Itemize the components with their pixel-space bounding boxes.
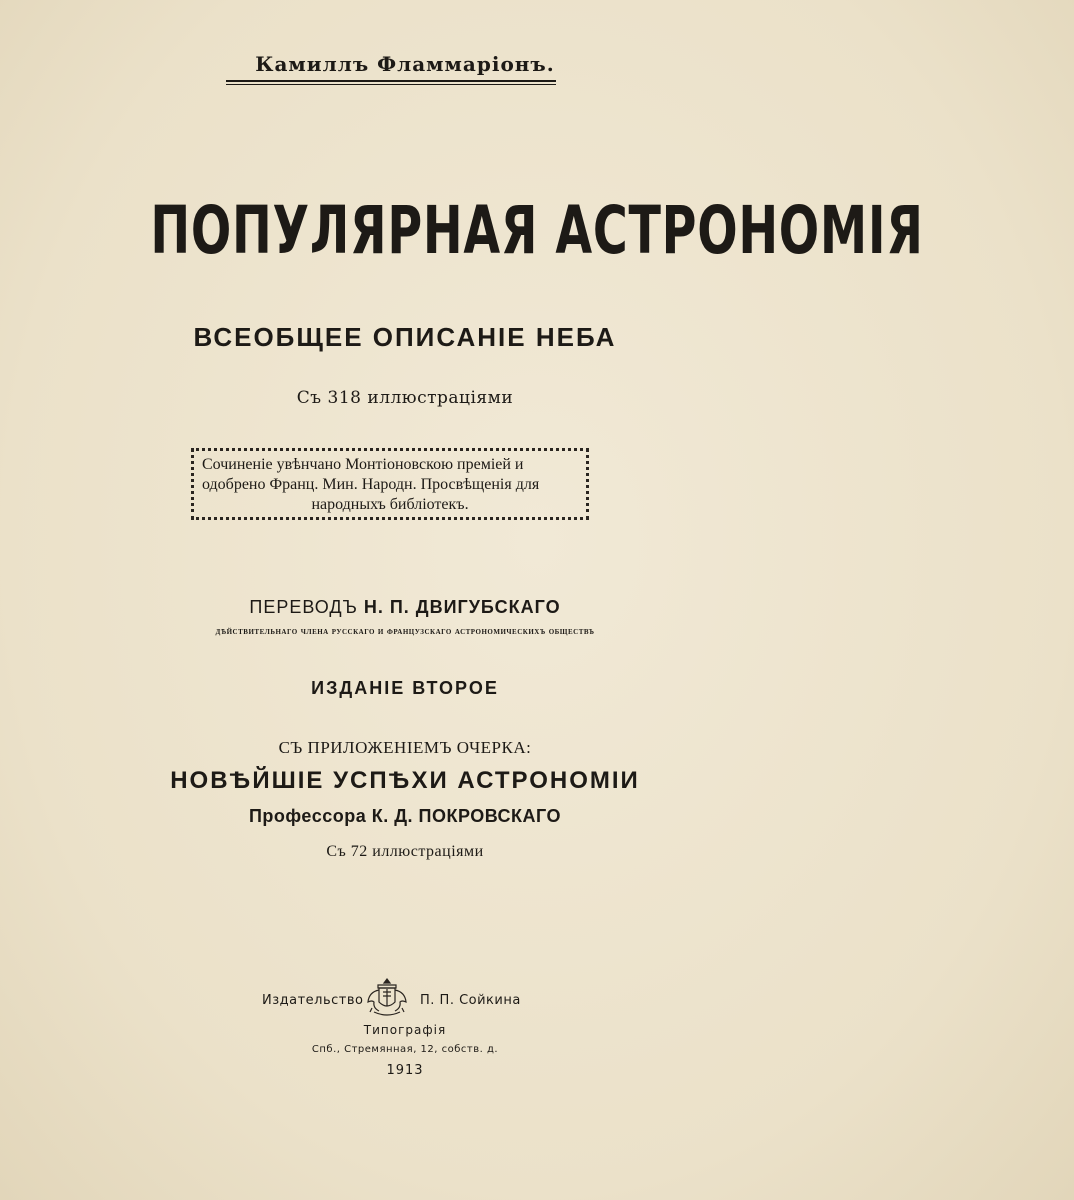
appendix-illustrations: Съ 72 иллюстрацiями	[326, 843, 484, 860]
book-title	[0, 192, 924, 269]
author-underline	[226, 80, 556, 82]
printing-house: Типографiя	[363, 1023, 447, 1037]
translator-line	[0, 597, 810, 618]
book-title-text: ПОПУЛЯРНАЯ АСТРОНОМIЯ	[150, 192, 924, 269]
publication-year: 1913	[386, 1063, 424, 1078]
edition-label: ИЗДАНIЕ ВТОРОЕ	[311, 678, 499, 698]
translator-name: Н. П. ДВИГУБСКАГО	[363, 597, 561, 617]
translator-membership: дѣйствительнаго члена русскаго и французскаго астрономическихъ обществъ	[215, 626, 595, 637]
crest-emblem-icon	[364, 976, 410, 1018]
publisher-name: П. П. Сойкина	[420, 993, 521, 1008]
illustrations-count: Съ 318 иллюстрацiями	[296, 388, 514, 408]
publisher-label: Издательство	[262, 993, 364, 1008]
author-name: Камиллъ Фламмарiонъ.	[255, 52, 555, 76]
appendix-title: НОВѢЙШIЕ УСПѢХИ АСТРОНОМIИ	[170, 767, 640, 794]
appendix-intro: СЪ ПРИЛОЖЕНIЕМЪ ОЧЕРКА:	[278, 738, 532, 757]
translator-prefix: ПЕРЕВОДЪ	[249, 597, 358, 617]
appendix-author: Профессора К. Д. ПОКРОВСКАГО	[248, 806, 561, 826]
award-line-2: одобрено Франц. Мин. Народн. Просвѣщенiя для	[202, 476, 540, 493]
award-line-1: Сочиненiе увѣнчано Монтiоновскою премiей и	[202, 456, 524, 473]
award-line-3: народныхъ библiотекъ.	[311, 496, 469, 513]
award-notice-box	[191, 448, 589, 520]
book-subtitle: ВСЕОБЩЕЕ ОПИСАНIЕ НЕБА	[193, 322, 617, 352]
author-underline-thin	[226, 84, 556, 85]
publisher-address: Спб., Стремянная, 12, собств. д.	[311, 1044, 499, 1055]
